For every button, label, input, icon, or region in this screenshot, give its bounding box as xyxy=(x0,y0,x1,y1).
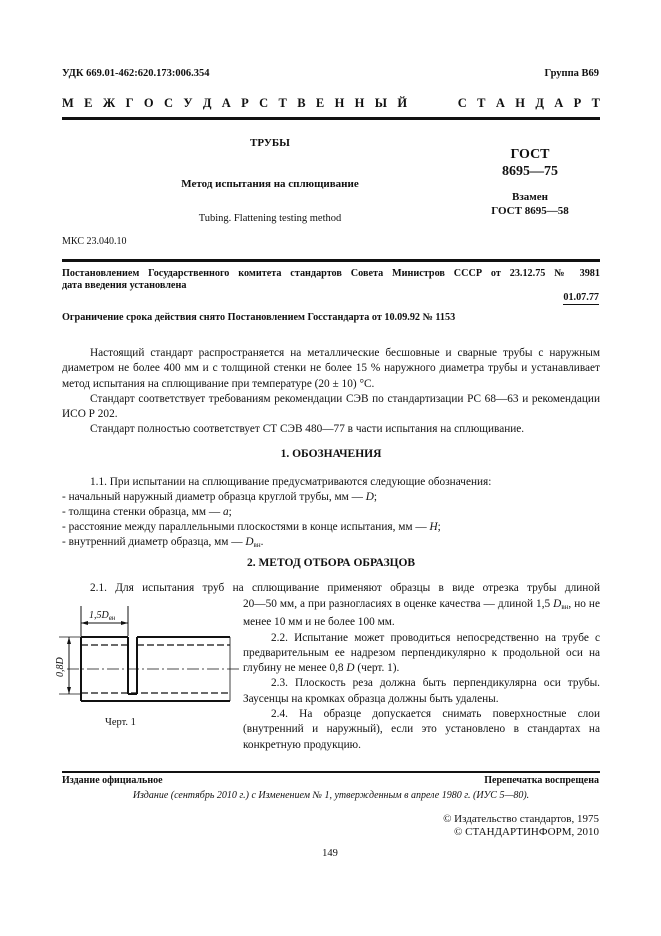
group-code: Группа В69 xyxy=(544,68,599,79)
copyright-2: © СТАНДАРТИНФОРМ, 2010 xyxy=(454,826,599,838)
letter: Д xyxy=(535,96,544,110)
udk-code: УДК 669.01-462:620.173:006.354 xyxy=(62,68,210,79)
subscript: вн xyxy=(253,541,261,549)
letter: О xyxy=(143,96,154,110)
symbol: a xyxy=(222,506,229,518)
letter: Г xyxy=(125,96,134,110)
letter: Н xyxy=(354,96,365,110)
paragraph-2-2 xyxy=(243,631,600,677)
limitation-note: Ограничение срока действия снято Постановлением Госстандарта от 10.09.92 № 1153 xyxy=(62,312,456,323)
section-2-text-column xyxy=(243,597,600,753)
replaces-block xyxy=(460,190,600,218)
reprint-prohibited-label: Перепечатка воспрещена xyxy=(484,775,599,786)
item-end: ; xyxy=(373,491,378,503)
letter: С xyxy=(163,96,173,110)
text: 2.2. Испытание может проводиться непосредственно на трубе с предварительным ее надрезом перпендикулярно к продольной оси на глубину не менее 0,8 xyxy=(243,631,600,675)
letter: С xyxy=(457,96,467,110)
item-text: - внутренний диаметр образца, мм — xyxy=(62,536,246,548)
letter: Т xyxy=(591,96,600,110)
english-title: Tubing. Flattening testing method xyxy=(198,213,342,224)
replaces-number: ГОСТ 8695—58 xyxy=(491,205,569,217)
paragraph-2-3: 2.3. Плоскость реза должна быть перпендикулярна оси трубы. Заусенцы на кромках образца должны быть удалены. xyxy=(243,677,600,705)
intro-section xyxy=(62,346,600,438)
text: 20—50 мм, а при разногласиях в оценке качества — длиной 1,5 xyxy=(243,598,554,610)
gost-number: 8695—75 xyxy=(502,164,558,179)
text: , но не менее 10 мм и не более 100 мм. xyxy=(243,598,600,629)
gost-label: ГОСТ xyxy=(510,147,550,162)
list-item xyxy=(62,490,600,505)
replaces-label: Взамен xyxy=(512,191,548,203)
list-item xyxy=(62,520,600,535)
text: (черт. 1). xyxy=(354,662,400,675)
letter: Д xyxy=(202,96,212,110)
figure-caption: Черт. 1 xyxy=(105,717,136,728)
edition-note: Издание (сентябрь 2010 г.) с Изменением № 1, утвержденным в апреле 1980 г. (ИУС 5—80). xyxy=(132,790,530,801)
decree-intro-label: дата введения установлена xyxy=(62,280,187,291)
heading-rule xyxy=(62,117,600,120)
letter: В xyxy=(297,96,306,110)
list-item xyxy=(62,535,600,553)
intro-paragraph-2: Стандарт соответствует требованиям рекомендации СЭВ по стандартизации РС 68—63 и рекомендации ИСО Р 202. xyxy=(62,392,600,421)
dim-top-label: $1,5D_{вн}$ xyxy=(89,610,116,622)
letter: Н xyxy=(515,96,525,110)
letter: Е xyxy=(315,96,325,110)
designations-list xyxy=(62,475,600,553)
letter: Е xyxy=(84,96,93,110)
intro-date: 01.07.77 xyxy=(563,292,599,303)
copyright-block xyxy=(443,813,599,839)
footer-rule xyxy=(62,771,600,773)
document-subtitle: Метод испытания на сплющивание xyxy=(181,178,359,190)
section-2-title: 2. МЕТОД ОТБОРА ОБРАЗЦОВ xyxy=(246,557,416,569)
intro-paragraph-3: Стандарт полностью соответствует СТ СЭВ 480—77 в части испытания на сплющивание. xyxy=(90,423,525,436)
letter: Ж xyxy=(102,96,116,110)
item-end: ; xyxy=(228,506,232,518)
pipe-cut-diagram-icon xyxy=(55,602,245,712)
letter: Т xyxy=(477,96,486,110)
standard-type-heading xyxy=(62,96,600,111)
symbol: D xyxy=(553,598,562,610)
decree-line: Постановлением Государственного комитета стандартов Совета Министров СССР от 23.12.75 № 3981 xyxy=(62,268,600,279)
gost-designation xyxy=(470,146,590,180)
letter: Ы xyxy=(374,96,388,110)
letter: Т xyxy=(278,96,287,110)
designations-lead: 1.1. При испытании на сплющивание предусматриваются следующие обозначения: xyxy=(90,476,492,488)
letter: У xyxy=(183,96,193,110)
letter: С xyxy=(259,96,269,110)
figure-1-pipe-drawing xyxy=(55,602,245,712)
mks-code: МКС 23.040.10 xyxy=(62,236,127,247)
letter: М xyxy=(62,96,74,110)
letter: А xyxy=(495,96,505,110)
title-rule xyxy=(62,259,600,262)
subscript: вн xyxy=(561,603,569,611)
symbol: H xyxy=(429,521,438,533)
item-end: ; xyxy=(437,521,441,533)
list-item xyxy=(62,505,600,520)
letter: Н xyxy=(334,96,345,110)
official-edition-label: Издание официальное xyxy=(62,775,163,786)
letter: А xyxy=(221,96,231,110)
page-number: 149 xyxy=(322,848,338,859)
word-gap xyxy=(417,96,447,111)
paragraph-2-1-first-line: 2.1. Для испытания труб на сплющивание применяют образцы в виде отрезка трубы длиной xyxy=(90,582,600,594)
section-1-title: 1. ОБОЗНАЧЕНИЯ xyxy=(280,448,382,460)
item-text: - начальный наружный диаметр образца круглой трубы, мм — xyxy=(62,491,366,503)
copyright-1: © Издательство стандартов, 1975 xyxy=(443,813,599,825)
letter: А xyxy=(554,96,564,110)
symbol: D xyxy=(245,536,254,548)
document-title: ТРУБЫ xyxy=(250,137,290,149)
dim-side-label: 0,8D xyxy=(55,657,66,677)
symbol: D xyxy=(346,662,355,675)
item-end: . xyxy=(260,536,264,548)
item-text: - толщина стенки образца, мм — xyxy=(62,506,223,518)
symbol: D xyxy=(365,491,374,503)
paragraph-2-1-continued xyxy=(243,597,600,631)
intro-paragraph-1: Настоящий стандарт распространяется на металлические бесшовные и сварные трубы с наружным диаметром не более 400 мм и с толщиной стенки не более 15 % наружного диаметра трубы и устанавливает метод испытания на сплющивание при температуре (20 ± 10) °С. xyxy=(62,347,600,390)
letter: Й xyxy=(397,96,408,110)
paragraph-2-4: 2.4. На образце допускается снимать поверхностные слои (внутренний и наружный), если это установлено в стандартах на конкретную продукцию. xyxy=(243,708,600,751)
letter: Р xyxy=(241,96,249,110)
letter: Р xyxy=(573,96,582,110)
item-text: - расстояние между параллельными плоскостями в конце испытания, мм — xyxy=(62,521,430,533)
